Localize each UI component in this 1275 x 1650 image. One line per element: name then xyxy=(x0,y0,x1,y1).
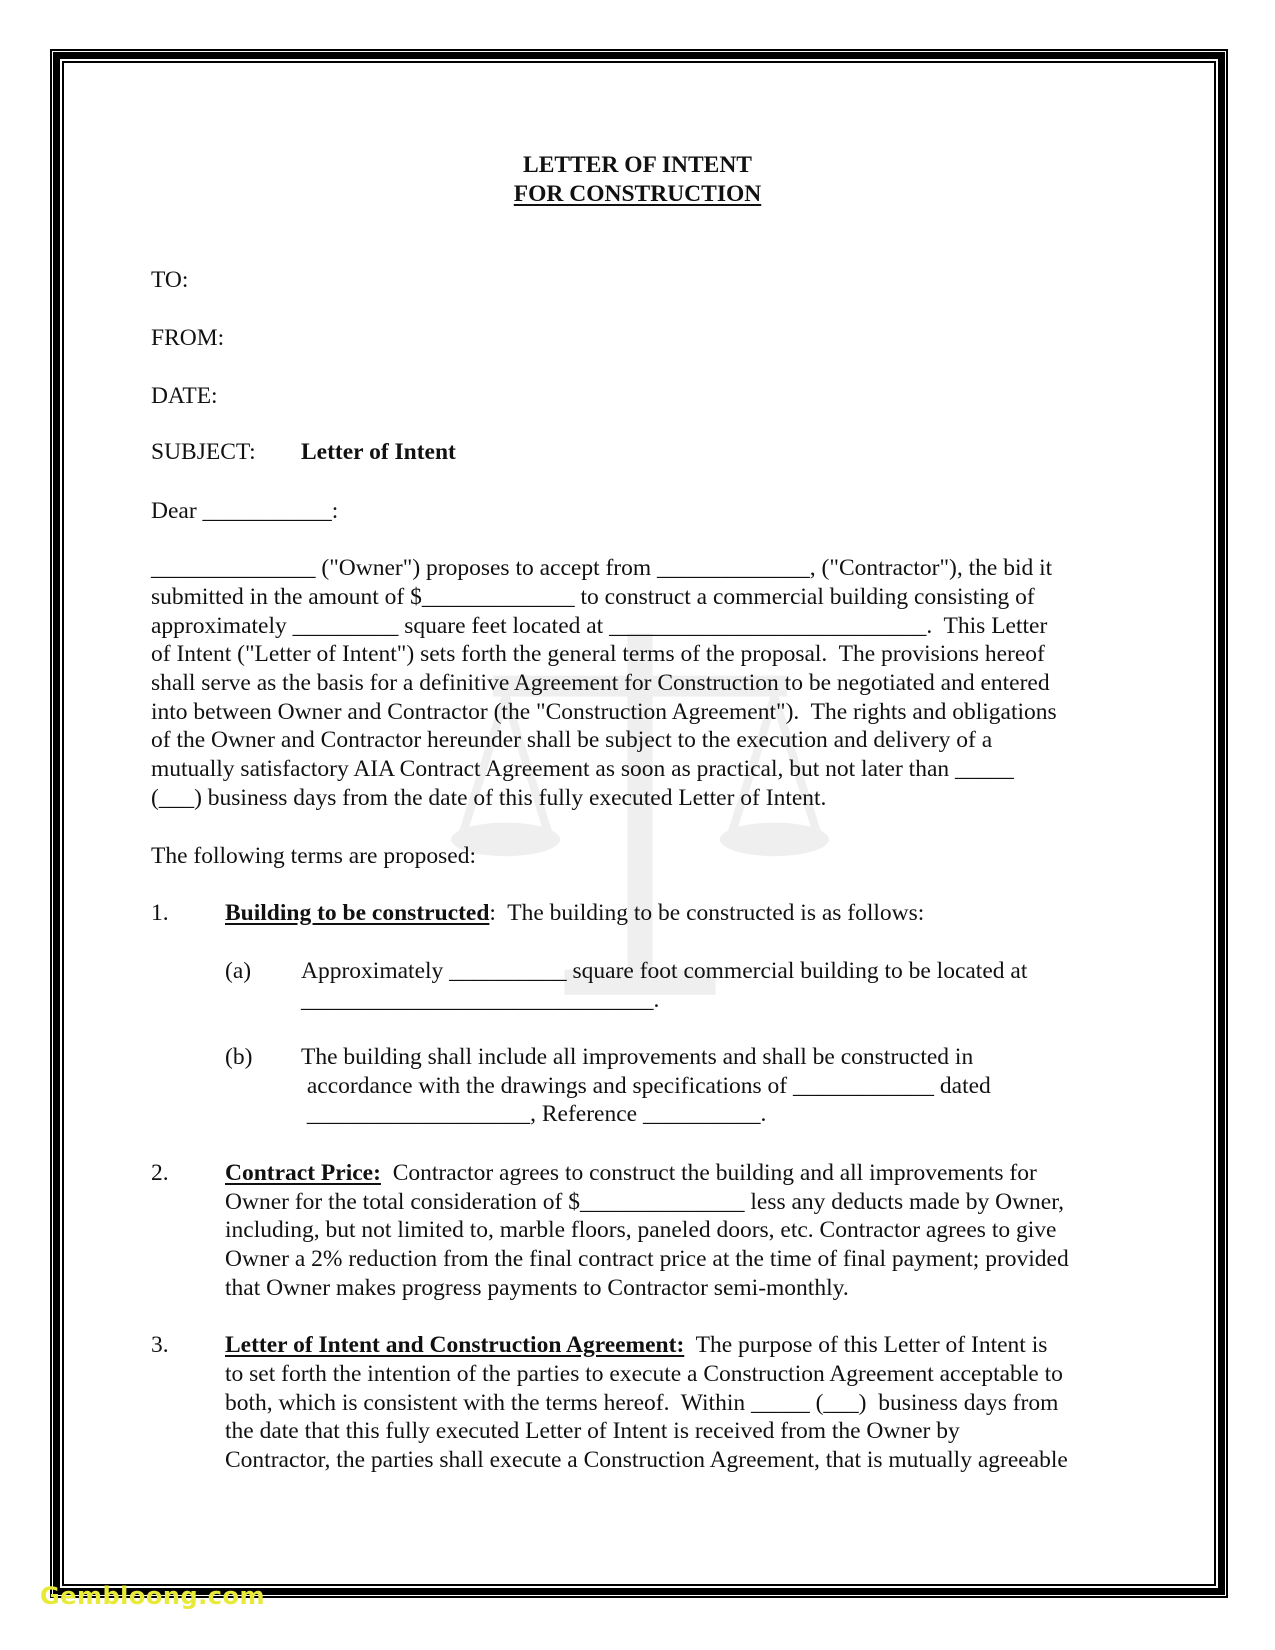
to-label: TO: xyxy=(151,267,189,293)
intro-line: mutually satisfactory AIA Contract Agreement as soon as practical, but not later than _____ xyxy=(151,756,1014,782)
intro-line: submitted in the amount of $_____________ to construct a commercial building consisting of xyxy=(151,584,1035,610)
term-heading: Building to be constructed xyxy=(225,900,490,926)
subitem-label: (b) xyxy=(225,1044,253,1070)
from-label: FROM: xyxy=(151,325,225,351)
term-text: that Owner makes progress payments to Contractor semi-monthly. xyxy=(225,1275,849,1301)
subitem-text: accordance with the drawings and specifications of ____________ dated xyxy=(301,1073,991,1099)
intro-line: approximately _________ square feet located at ___________________________. This Letter xyxy=(151,613,1048,639)
term-text: to set forth the intention of the parties to execute a Construction Agreement acceptable to xyxy=(225,1361,1063,1387)
intro-line: of the Owner and Contractor hereunder shall be subject to the execution and delivery of a xyxy=(151,727,993,753)
subject-value: Letter of Intent xyxy=(301,439,456,465)
terms-intro: The following terms are proposed: xyxy=(151,843,476,869)
salutation: Dear ___________: xyxy=(151,498,339,524)
term-text: Owner for the total consideration of $______________ less any deducts made by Owner, xyxy=(225,1189,1064,1215)
term-text: including, but not limited to, marble floors, paneled doors, etc. Contractor agrees to give xyxy=(225,1217,1057,1243)
intro-line: ______________ ("Owner") proposes to accept from _____________, ("Contractor"), the bid it xyxy=(151,555,1053,581)
term-number: 2. xyxy=(151,1160,169,1186)
term-number: 3. xyxy=(151,1332,169,1358)
subject-label: SUBJECT: xyxy=(151,439,256,465)
subitem-label: (a) xyxy=(225,958,252,984)
document-subtitle-text: FOR CONSTRUCTION xyxy=(513,181,762,207)
term-heading: Letter of Intent and Construction Agreement: xyxy=(225,1332,685,1358)
subitem-text: The building shall include all improvements and shall be constructed in xyxy=(301,1044,974,1070)
intro-line: (___) business days from the date of this fully executed Letter of Intent. xyxy=(151,785,827,811)
term-text: The building to be constructed is as follows: xyxy=(495,900,925,926)
term-text: Contractor agrees to construct the building and all improvements for xyxy=(380,1160,1037,1186)
term-text: Contractor, the parties shall execute a Construction Agreement, that is mutually agreeable xyxy=(225,1447,1068,1473)
term-heading-line xyxy=(225,1331,1047,1360)
date-label: DATE: xyxy=(151,383,218,409)
term-text: The purpose of this Letter of Intent is xyxy=(684,1332,1048,1358)
site-watermark: Gembloong.com xyxy=(40,1582,265,1610)
term-heading: Contract Price: xyxy=(225,1160,381,1186)
document-title: LETTER OF INTENT xyxy=(523,152,752,178)
intro-line: shall serve as the basis for a definitive Agreement for Construction to be negotiated and entered xyxy=(151,670,1050,696)
term-text: both, which is consistent with the terms hereof. Within _____ (___) business days from xyxy=(225,1390,1059,1416)
term-number: 1. xyxy=(151,900,169,926)
intro-line: of Intent ("Letter of Intent") sets forth the general terms of the proposal. The provisions hereof xyxy=(151,641,1045,667)
subitem-text: ___________________, Reference __________. xyxy=(301,1101,767,1127)
subitem-text: Approximately __________ square foot commercial building to be located at xyxy=(301,958,1028,984)
term-text: the date that this fully executed Letter of Intent is received from the Owner by xyxy=(225,1418,960,1444)
term-heading-line xyxy=(225,1159,1037,1188)
term-heading-line xyxy=(225,899,924,928)
intro-line: into between Owner and Contractor (the "Construction Agreement"). The rights and obligations xyxy=(151,699,1057,725)
document-subtitle xyxy=(0,180,1275,209)
term-text: Owner a 2% reduction from the final contract price at the time of final payment; provided xyxy=(225,1246,1069,1272)
term-heading-suffix: : xyxy=(489,900,496,926)
subitem-text: ______________________________. xyxy=(301,987,660,1013)
